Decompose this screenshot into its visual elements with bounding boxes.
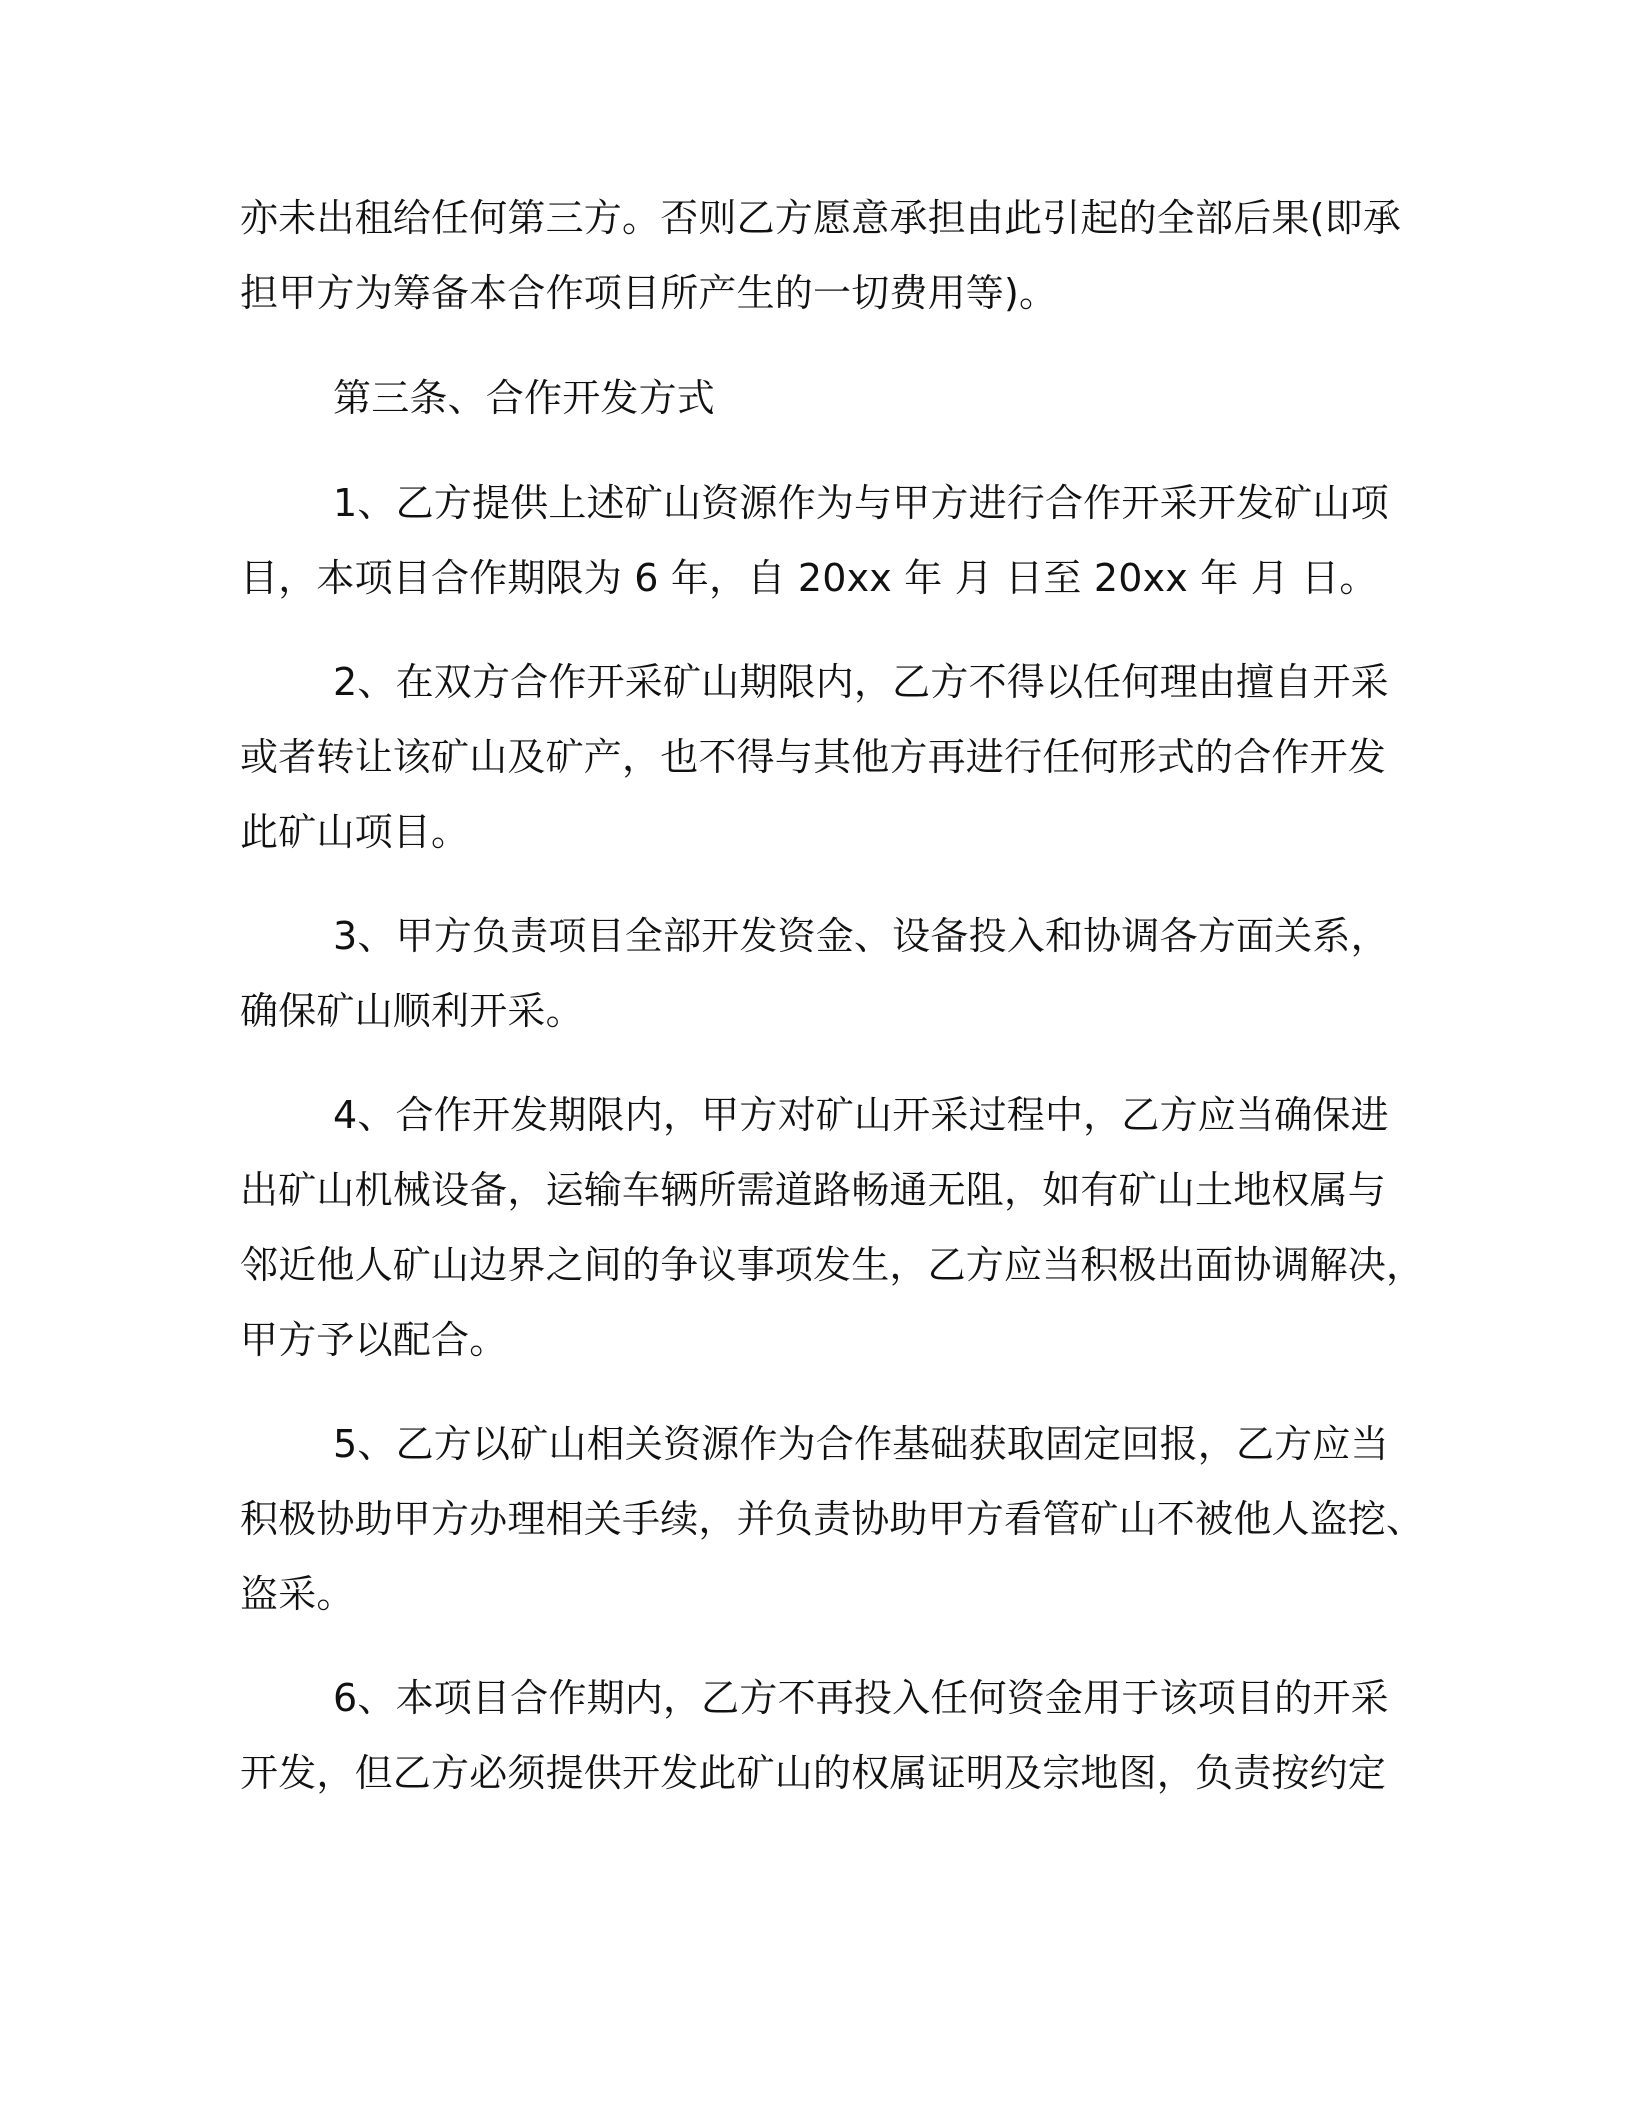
paragraph-line: 开发，但乙方必须提供开发此矿山的权属证明及宗地图，负责按约定 xyxy=(240,1751,1387,1795)
section-heading: 第三条、合作开发方式 xyxy=(333,376,716,420)
paragraph-line: 6、本项目合作期内，乙方不再投入任何资金用于该项目的开采 xyxy=(333,1676,1389,1720)
paragraph-line: 盗采。 xyxy=(240,1572,355,1616)
paragraph-line: 出矿山机械设备，运输车辆所需道路畅通无阻，如有矿山土地权属与 xyxy=(240,1168,1387,1212)
paragraph-line: 4、合作开发期限内，甲方对矿山开采过程中，乙方应当确保进 xyxy=(333,1093,1389,1137)
paragraph-line: 确保矿山顺利开采。 xyxy=(240,989,584,1033)
paragraph-line: 3、甲方负责项目全部开发资金、设备投入和协调各方面关系， xyxy=(333,914,1389,958)
paragraph-line: 此矿山项目。 xyxy=(240,810,470,854)
paragraph-line: 亦未出租给任何第三方。否则乙方愿意承担由此引起的全部后果(即承 xyxy=(240,196,1402,240)
paragraph-line: 目，本项目合作期限为 6 年，自 20xx 年 月 日至 20xx 年 月 日。 xyxy=(240,556,1378,600)
paragraph-line: 担甲方为筹备本合作项目所产生的一切费用等)。 xyxy=(240,271,1058,315)
paragraph-line: 1、乙方提供上述矿山资源作为与甲方进行合作开采开发矿山项 xyxy=(333,481,1389,525)
paragraph-line: 5、乙方以矿山相关资源作为合作基础获取固定回报，乙方应当 xyxy=(333,1422,1389,1466)
paragraph-line: 甲方予以配合。 xyxy=(240,1318,508,1362)
paragraph-line: 或者转让该矿山及矿产，也不得与其他方再进行任何形式的合作开发 xyxy=(240,735,1387,779)
paragraph-line: 邻近他人矿山边界之间的争议事项发生，乙方应当积极出面协调解决， xyxy=(240,1243,1425,1287)
paragraph-line: 积极协助甲方办理相关手续，并负责协助甲方看管矿山不被他人盗挖、 xyxy=(240,1497,1425,1541)
paragraph-line: 2、在双方合作开采矿山期限内，乙方不得以任何理由擅自开采 xyxy=(333,660,1389,704)
